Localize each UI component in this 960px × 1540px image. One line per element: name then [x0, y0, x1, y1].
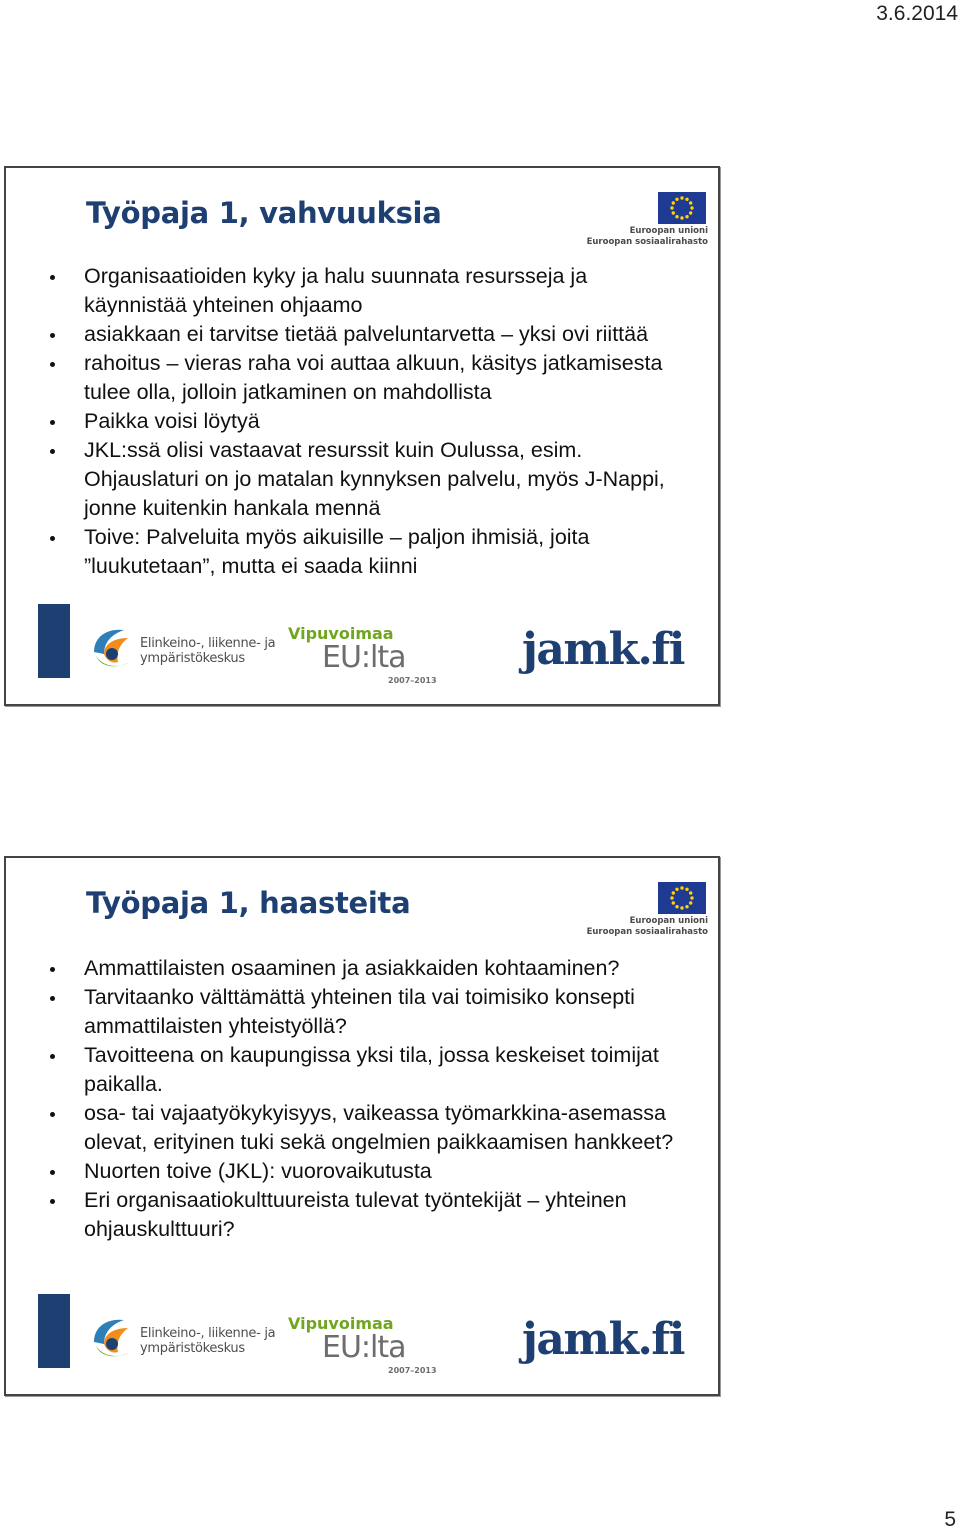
list-item-text: rahoitus – vieras raha voi auttaa alkuun, käsitys jatkamisesta tulee olla, jolloin jatkaminen on mahdollista	[84, 351, 663, 404]
slide-challenges	[4, 856, 720, 1396]
eu-logo-line2: Euroopan sosiaalirahasto	[586, 927, 708, 937]
eu-logo-line2: Euroopan sosiaalirahasto	[586, 237, 708, 247]
ely-logo-line1: Elinkeino-, liikenne- ja	[140, 636, 276, 651]
bullet-icon	[50, 1112, 55, 1117]
list-item-text: Nuorten toive (JKL): vuorovaikutusta	[84, 1159, 432, 1183]
bullet-icon	[50, 536, 55, 541]
list-item-text: Toive: Palveluita myös aikuisille – paljon ihmisiä, joita ”luukutetaan”, mutta ei saada kiinni	[84, 525, 590, 578]
ely-logo-text	[140, 636, 275, 666]
eu-flag-icon	[658, 192, 706, 224]
eu-logo	[586, 882, 708, 942]
bullet-icon	[50, 1054, 55, 1059]
bullet-icon	[50, 449, 55, 454]
jamk-logo: jamk.fi	[522, 1314, 684, 1365]
bullet-icon	[50, 996, 55, 1001]
vipuvoimaa-logo-years: 2007–2013	[388, 1366, 437, 1375]
bullet-icon	[50, 420, 55, 425]
page-date: 3.6.2014	[876, 2, 958, 25]
bullet-icon	[50, 275, 55, 280]
list-item	[46, 1099, 686, 1157]
bullet-list	[46, 262, 686, 581]
ely-logo-line2: ympäristökeskus	[140, 651, 245, 666]
list-item-text: Tavoitteena on kaupungissa yksi tila, jossa keskeiset toimijat paikalla.	[84, 1043, 659, 1096]
list-item	[46, 320, 686, 349]
jamk-logo: jamk.fi	[522, 624, 684, 675]
eu-logo-line1: Euroopan unioni	[629, 226, 708, 236]
list-item	[46, 1186, 686, 1244]
ely-logo	[90, 624, 280, 674]
list-item-text: asiakkaan ei tarvitse tietää palveluntarvetta – yksi ovi riittää	[84, 322, 649, 346]
slide-footer	[6, 1292, 718, 1375]
slide-footer	[6, 602, 718, 685]
slide-strengths	[4, 166, 720, 706]
ely-logo-line1: Elinkeino-, liikenne- ja	[140, 1326, 276, 1341]
list-item	[46, 983, 686, 1041]
eu-logo-line1: Euroopan unioni	[629, 916, 708, 926]
bullet-list	[46, 954, 686, 1244]
eu-logo-text	[587, 916, 708, 938]
list-item	[46, 407, 686, 436]
bullet-icon	[50, 333, 55, 338]
ely-logo-line2: ympäristökeskus	[140, 1341, 245, 1356]
list-item-text: Ammattilaisten osaaminen ja asiakkaiden kohtaaminen?	[84, 956, 620, 980]
list-item	[46, 436, 686, 523]
ely-mark-icon	[90, 1314, 136, 1362]
list-item	[46, 349, 686, 407]
bullet-icon	[50, 1170, 55, 1175]
vipuvoimaa-logo-top: Vipuvoimaa	[288, 1314, 394, 1333]
vipuvoimaa-logo	[288, 1314, 438, 1374]
list-item	[46, 1041, 686, 1099]
bullet-icon	[50, 1199, 55, 1204]
vipuvoimaa-logo	[288, 624, 438, 684]
list-item	[46, 1157, 686, 1186]
bullet-icon	[50, 967, 55, 972]
list-item-text: JKL:ssä olisi vastaavat resurssit kuin Oulussa, esim. Ohjauslaturi on jo matalan kynnyksen palvelu, myös J-Nappi, jonne kuitenkin hankala mennä	[84, 438, 665, 520]
vipuvoimaa-logo-years: 2007–2013	[388, 676, 437, 685]
list-item	[46, 523, 686, 581]
list-item-text: osa- tai vajaatyökykyisyys, vaikeassa työmarkkina-asemassa olevat, erityinen tuki sekä ongelmien paikkaamisen hankkeet?	[84, 1101, 674, 1154]
list-item	[46, 954, 686, 983]
bullet-icon	[50, 362, 55, 367]
list-item-text: Tarvitaanko välttämättä yhteinen tila vai toimisiko konsepti ammattilaisten yhteistyöllä?	[84, 985, 635, 1038]
eu-logo-text	[587, 226, 708, 248]
ely-logo-text	[140, 1326, 275, 1356]
vipuvoimaa-logo-main: EU:lta	[322, 640, 406, 675]
footer-accent-bar	[38, 604, 70, 678]
list-item	[46, 262, 686, 320]
list-item-text: Paikka voisi löytyä	[84, 409, 260, 433]
ely-mark-icon	[90, 624, 136, 672]
footer-accent-bar	[38, 1294, 70, 1368]
list-item-text: Organisaatioiden kyky ja halu suunnata resursseja ja käynnistää yhteinen ohjaamo	[84, 264, 588, 317]
vipuvoimaa-logo-top: Vipuvoimaa	[288, 624, 394, 643]
vipuvoimaa-logo-main: EU:lta	[322, 1330, 406, 1365]
slide-title: Työpaja 1, vahvuuksia	[86, 196, 442, 230]
ely-logo	[90, 1314, 280, 1364]
page-number: 5	[944, 1508, 956, 1531]
slide-title: Työpaja 1, haasteita	[86, 886, 411, 920]
list-item-text: Eri organisaatiokulttuureista tulevat työntekijät – yhteinen ohjauskulttuuri?	[84, 1188, 627, 1241]
eu-logo	[586, 192, 708, 252]
eu-flag-icon	[658, 882, 706, 914]
